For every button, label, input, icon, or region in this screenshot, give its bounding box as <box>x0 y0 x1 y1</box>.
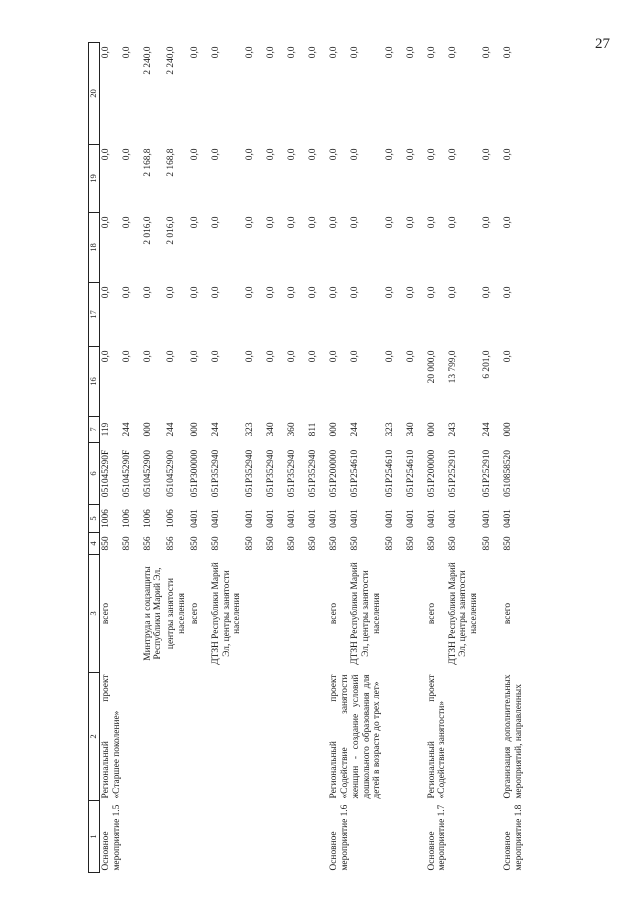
value-2023-cell: 0,0 <box>329 46 340 59</box>
value-2023-cell: 0,0 <box>426 46 437 59</box>
responsible-cell: всего <box>189 602 200 625</box>
section-cell: 0401 <box>210 509 221 528</box>
section-cell: 0401 <box>426 509 437 528</box>
value-2019-cell: 0,0 <box>503 350 514 363</box>
section-cell: 1006 <box>166 509 177 528</box>
section-cell: 0401 <box>245 509 256 528</box>
grbs-cell: 850 <box>121 536 132 551</box>
value-2022-cell: 0,0 <box>384 148 395 161</box>
target-article-cell: 051P254610 <box>405 449 416 498</box>
header-cell: 4 <box>89 533 100 555</box>
expense-type-cell: 119 <box>101 422 111 437</box>
value-2019-cell: 0,0 <box>350 350 361 363</box>
expense-type-cell: 000 <box>142 422 153 437</box>
grbs-cell: 850 <box>245 536 256 551</box>
target-article-cell: 051P200000 <box>426 449 437 498</box>
value-2022-cell: 0,0 <box>329 148 340 161</box>
responsible-cell <box>405 555 426 673</box>
expense-type-cell: 000 <box>503 422 514 437</box>
value-2020-cell: 0,0 <box>121 286 132 299</box>
value-2020-cell: 0,0 <box>384 286 395 299</box>
event-name-cell: Региональный проект «Содействие занятости женщин - создание условий дошкольного образования для детей в возрасте до трех лет» <box>329 674 383 799</box>
responsible-cell <box>307 555 328 673</box>
target-article-cell: 051P352940 <box>210 449 221 498</box>
value-2020-cell: 0,0 <box>166 286 177 299</box>
value-2020-cell: 0,0 <box>245 286 256 299</box>
value-2020-cell: 0,0 <box>405 286 416 299</box>
expense-type-cell: 340 <box>266 422 277 437</box>
responsible-cell: всего <box>426 602 437 625</box>
value-2023-cell: 0,0 <box>447 46 458 59</box>
value-2022-cell: 0,0 <box>503 148 514 161</box>
value-2021-cell: 0,0 <box>121 216 132 229</box>
value-2020-cell: 0,0 <box>308 286 319 299</box>
value-2023-cell: 0,0 <box>405 46 416 59</box>
target-article-cell: 051P252910 <box>482 449 493 498</box>
value-2020-cell: 0,0 <box>503 286 514 299</box>
value-2023-cell: 0,0 <box>189 46 200 59</box>
value-2021-cell: 2 016,0 <box>166 216 177 245</box>
section-cell: 0401 <box>308 509 319 528</box>
grbs-cell: 856 <box>166 536 177 551</box>
target-article-cell: 051P254610 <box>384 449 395 498</box>
target-article-cell: 051045290F <box>121 449 132 498</box>
value-2023-cell: 0,0 <box>266 46 277 59</box>
value-2022-cell: 0,0 <box>121 148 132 161</box>
value-2019-cell: 0,0 <box>405 350 416 363</box>
value-2022-cell: 0,0 <box>101 148 111 161</box>
target-article-cell: 051045290F <box>101 449 111 498</box>
value-2022-cell: 0,0 <box>482 148 493 161</box>
value-2020-cell: 0,0 <box>287 286 298 299</box>
responsible-cell <box>481 555 502 673</box>
value-2019-cell: 0,0 <box>210 350 221 363</box>
header-cell: 19 <box>89 145 100 213</box>
value-2019-cell: 0,0 <box>166 350 177 363</box>
target-article-cell: 051P352940 <box>245 449 256 498</box>
section-cell: 0401 <box>329 509 340 528</box>
grbs-cell: 850 <box>405 536 416 551</box>
value-2021-cell: 0,0 <box>101 216 111 229</box>
value-2022-cell: 0,0 <box>287 148 298 161</box>
expense-type-cell: 000 <box>426 422 437 437</box>
value-2019-cell: 0,0 <box>287 350 298 363</box>
section-cell: 0401 <box>189 509 200 528</box>
expense-type-cell: 244 <box>210 422 221 437</box>
value-2021-cell: 2 016,0 <box>142 216 153 245</box>
value-2023-cell: 2 240,0 <box>142 46 153 75</box>
value-2020-cell: 0,0 <box>210 286 221 299</box>
target-article-cell: 051P352940 <box>308 449 319 498</box>
rotated-table-container <box>88 43 598 873</box>
target-article-cell: 051P200000 <box>329 449 340 498</box>
responsible-cell: всего <box>101 602 111 625</box>
grbs-cell: 850 <box>189 536 200 551</box>
grbs-cell: 850 <box>350 536 361 551</box>
value-2022-cell: 0,0 <box>266 148 277 161</box>
responsible-cell <box>384 555 405 673</box>
event-name-cell: Региональный проект «Содействие занятости» <box>426 674 448 799</box>
value-2022-cell: 0,0 <box>308 148 319 161</box>
expense-type-cell: 244 <box>121 422 132 437</box>
header-cell: 2 <box>89 673 100 801</box>
responsible-cell <box>244 555 265 673</box>
expense-type-cell: 243 <box>447 422 458 437</box>
grbs-cell: 850 <box>101 536 111 551</box>
event-number-cell: Основное мероприятие 1.8 <box>503 804 524 871</box>
value-2019-cell: 0,0 <box>101 350 111 363</box>
value-2023-cell: 0,0 <box>101 46 111 59</box>
value-2021-cell: 0,0 <box>405 216 416 229</box>
value-2023-cell: 0,0 <box>384 46 395 59</box>
value-2019-cell: 0,0 <box>142 350 153 363</box>
value-2019-cell: 13 799,0 <box>447 350 458 384</box>
value-2021-cell: 0,0 <box>329 216 340 229</box>
expense-type-cell: 340 <box>405 422 416 437</box>
value-2023-cell: 0,0 <box>308 46 319 59</box>
target-article-cell: 051P352940 <box>287 449 298 498</box>
section-cell: 0401 <box>405 509 416 528</box>
target-article-cell: 051P352940 <box>266 449 277 498</box>
section-cell: 0401 <box>503 509 514 528</box>
grbs-cell: 850 <box>384 536 395 551</box>
grbs-cell: 850 <box>287 536 298 551</box>
responsible-cell <box>286 555 307 673</box>
table-row <box>426 43 447 873</box>
section-cell: 0401 <box>287 509 298 528</box>
value-2022-cell: 0,0 <box>245 148 256 161</box>
value-2021-cell: 0,0 <box>482 216 493 229</box>
grbs-cell: 850 <box>329 536 340 551</box>
event-name-cell: Организация дополнительных мероприятий, направленных <box>503 674 524 799</box>
expense-type-cell: 323 <box>384 422 395 437</box>
header-row <box>89 43 100 873</box>
value-2023-cell: 2 240,0 <box>166 46 177 75</box>
header-cell: 18 <box>89 213 100 283</box>
value-2020-cell: 0,0 <box>101 286 111 299</box>
header-cell: 3 <box>89 555 100 673</box>
section-cell: 0401 <box>266 509 277 528</box>
value-2020-cell: 0,0 <box>142 286 153 299</box>
value-2020-cell: 0,0 <box>189 286 200 299</box>
value-2023-cell: 0,0 <box>287 46 298 59</box>
responsible-cell <box>121 555 142 673</box>
responsible-cell: центры занятости населения <box>166 577 187 650</box>
value-2022-cell: 0,0 <box>350 148 361 161</box>
table-row <box>328 43 349 873</box>
grbs-cell: 850 <box>426 536 437 551</box>
header-cell: 7 <box>89 417 100 443</box>
table-row <box>189 43 210 873</box>
event-number-cell <box>189 801 328 873</box>
grbs-cell: 850 <box>210 536 221 551</box>
value-2019-cell: 6 201,0 <box>482 350 493 379</box>
value-2019-cell: 0,0 <box>308 350 319 363</box>
table-row <box>100 43 121 873</box>
target-article-cell: 0510452900 <box>166 450 177 497</box>
value-2023-cell: 0,0 <box>350 46 361 59</box>
value-2022-cell: 0,0 <box>189 148 200 161</box>
expense-type-cell: 000 <box>329 422 340 437</box>
value-2021-cell: 0,0 <box>350 216 361 229</box>
responsible-cell <box>265 555 286 673</box>
responsible-cell: всего <box>329 602 340 625</box>
value-2019-cell: 0,0 <box>121 350 132 363</box>
value-2021-cell: 0,0 <box>308 216 319 229</box>
value-2023-cell: 0,0 <box>482 46 493 59</box>
expense-type-cell: 244 <box>350 422 361 437</box>
value-2020-cell: 0,0 <box>482 286 493 299</box>
value-2019-cell: 0,0 <box>384 350 395 363</box>
value-2021-cell: 0,0 <box>384 216 395 229</box>
page-number: 27 <box>595 36 610 52</box>
grbs-cell: 850 <box>503 536 514 551</box>
section-cell: 0401 <box>384 509 395 528</box>
section-cell: 0401 <box>350 509 361 528</box>
expense-type-cell: 811 <box>308 422 319 437</box>
grbs-cell: 850 <box>308 536 319 551</box>
value-2021-cell: 0,0 <box>245 216 256 229</box>
value-2023-cell: 0,0 <box>503 46 514 59</box>
value-2019-cell: 0,0 <box>266 350 277 363</box>
value-2021-cell: 0,0 <box>266 216 277 229</box>
value-2020-cell: 0,0 <box>329 286 340 299</box>
value-2020-cell: 0,0 <box>266 286 277 299</box>
header-cell: 1 <box>89 801 100 873</box>
value-2022-cell: 0,0 <box>210 148 221 161</box>
value-2019-cell: 0,0 <box>245 350 256 363</box>
grbs-cell: 850 <box>482 536 493 551</box>
header-cell: 17 <box>89 283 100 347</box>
header-cell: 16 <box>89 347 100 417</box>
expense-type-cell: 000 <box>189 422 200 437</box>
section-cell: 1006 <box>101 509 111 528</box>
table-body <box>100 43 526 873</box>
value-2023-cell: 0,0 <box>121 46 132 59</box>
responsible-cell: Минтруда и соцзащиты Республики Марий Эл, <box>142 566 164 661</box>
value-2019-cell: 0,0 <box>189 350 200 363</box>
grbs-cell: 850 <box>447 536 458 551</box>
value-2021-cell: 0,0 <box>287 216 298 229</box>
value-2020-cell: 0,0 <box>447 286 458 299</box>
value-2021-cell: 0,0 <box>210 216 221 229</box>
responsible-cell: ДТЗН Республики Марий Эл, центры занятости населения <box>210 562 243 665</box>
value-2023-cell: 0,0 <box>210 46 221 59</box>
target-article-cell: 051P252910 <box>447 449 458 498</box>
value-2021-cell: 0,0 <box>426 216 437 229</box>
section-cell: 0401 <box>447 509 458 528</box>
value-2020-cell: 0,0 <box>350 286 361 299</box>
value-2019-cell: 0,0 <box>329 350 340 363</box>
section-cell: 0401 <box>482 509 493 528</box>
header-cell: 6 <box>89 443 100 505</box>
expense-type-cell: 360 <box>287 422 298 437</box>
target-article-cell: 051P254610 <box>350 449 361 498</box>
value-2022-cell: 0,0 <box>426 148 437 161</box>
value-2022-cell: 0,0 <box>447 148 458 161</box>
value-2020-cell: 0,0 <box>426 286 437 299</box>
target-article-cell: 0510858520 <box>503 450 514 497</box>
grbs-cell: 850 <box>266 536 277 551</box>
value-2023-cell: 0,0 <box>245 46 256 59</box>
value-2022-cell: 2 168,8 <box>142 148 153 177</box>
event-name-cell: Региональный проект «Старшее поколение» <box>101 674 122 799</box>
header-cell: 20 <box>89 43 100 145</box>
expense-type-cell: 244 <box>166 422 177 437</box>
target-article-cell: 051P300000 <box>189 449 200 498</box>
value-2022-cell: 0,0 <box>405 148 416 161</box>
target-article-cell: 0510452900 <box>142 450 153 497</box>
value-2021-cell: 0,0 <box>447 216 458 229</box>
event-number-cell: Основное мероприятие 1.6 <box>329 804 350 871</box>
value-2021-cell: 0,0 <box>189 216 200 229</box>
header-cell: 5 <box>89 505 100 533</box>
value-2019-cell: 20 000,0 <box>426 350 437 384</box>
value-2021-cell: 0,0 <box>503 216 514 229</box>
section-cell: 1006 <box>121 509 132 528</box>
responsible-cell: ДТЗН Республики Марий Эл, центры занятости населения <box>350 562 382 665</box>
section-cell: 1006 <box>142 509 153 528</box>
value-2022-cell: 2 168,8 <box>166 148 177 177</box>
event-name-cell <box>189 673 328 801</box>
event-number-cell: Основное мероприятие 1.7 <box>426 804 448 871</box>
responsible-cell: всего <box>503 602 514 625</box>
budget-table <box>88 42 526 873</box>
table-row <box>502 43 526 873</box>
responsible-cell: ДТЗН Республики Марий Эл, центры занятости населения <box>447 562 480 665</box>
expense-type-cell: 244 <box>482 422 493 437</box>
event-number-cell: Основное мероприятие 1.5 <box>101 804 122 871</box>
expense-type-cell: 323 <box>245 422 256 437</box>
grbs-cell: 856 <box>142 536 153 551</box>
